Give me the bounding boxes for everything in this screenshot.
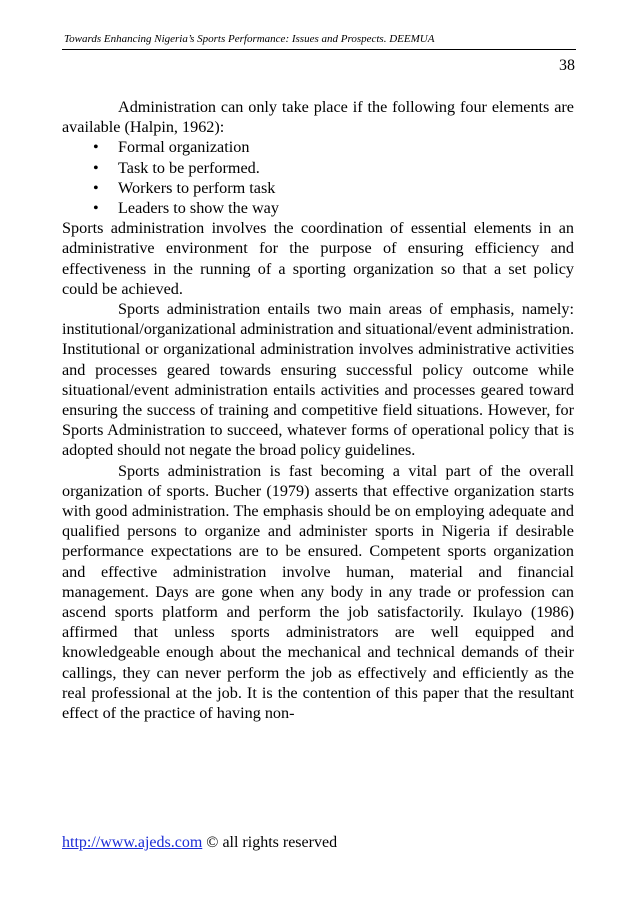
paragraph-areas: Sports administration entails two main areas of emphasis, namely: institutional/organizational administration and situational/event administration. Institutional or organizational administration involves administrative activities and processes geared towards ensuring successful policy outcome while situational/event administration entails activities and processes geared toward ensuring the success of training and competitive field situations. However, for Sports Administration to succeed, whatever forms of operational policy that is adopted should not negate the broad policy guidelines. (62, 300, 574, 460)
page-number: 38 (559, 57, 575, 74)
list-item: • Leaders to show the way (93, 199, 279, 218)
list-item: • Task to be performed. (93, 158, 260, 177)
paragraph-definition: Sports administration involves the coordination of essential elements in an administrative environment for the purpose of ensuring efficiency and effectiveness in the running of a sporting organization so that a set policy could be achieved. (62, 219, 574, 298)
bullet-icon: • (93, 138, 99, 157)
bullet-icon: • (93, 158, 99, 177)
paragraph-intro: Administration can only take place if the following four elements are available (Halpin, 1962): (62, 98, 574, 137)
bullet-icon: • (93, 178, 99, 197)
elements-list (62, 137, 574, 218)
bullet-icon: • (93, 199, 99, 218)
copyright-text: © all rights reserved (202, 834, 338, 851)
body-text (62, 97, 574, 723)
paragraph-importance: Sports administration is fast becoming a vital part of the overall organization of sports. Bucher (1979) asserts that effective organization starts with good administration. The emphasis should be on employing adequate and qualified persons to organize and administer sports in Nigeria if desirable performance expectations are to be ensured. Competent sports organization and effective administration involve human, material and financial management. Days are gone when any body in any trade or profession can ascend sports platform and perform the job satisfactorily. Ikulayo (1986) affirmed that unless sports administrators are well equipped and knowledgeable enough about the mechanical and technical demands of their callings, they can never perform the job as effectively and efficiently as the real professional at the job. It is the contention of this paper that the resultant effect of the practice of having non- (62, 461, 574, 723)
list-item: • Formal organization (93, 138, 250, 157)
list-item: • Workers to perform task (93, 178, 276, 197)
footer (62, 833, 337, 853)
website-link[interactable]: http://www.ajeds.com (62, 834, 203, 851)
running-header: Towards Enhancing Nigeria’s Sports Performance: Issues and Prospects. DEEMUA (64, 33, 435, 45)
header-rule (62, 49, 576, 50)
